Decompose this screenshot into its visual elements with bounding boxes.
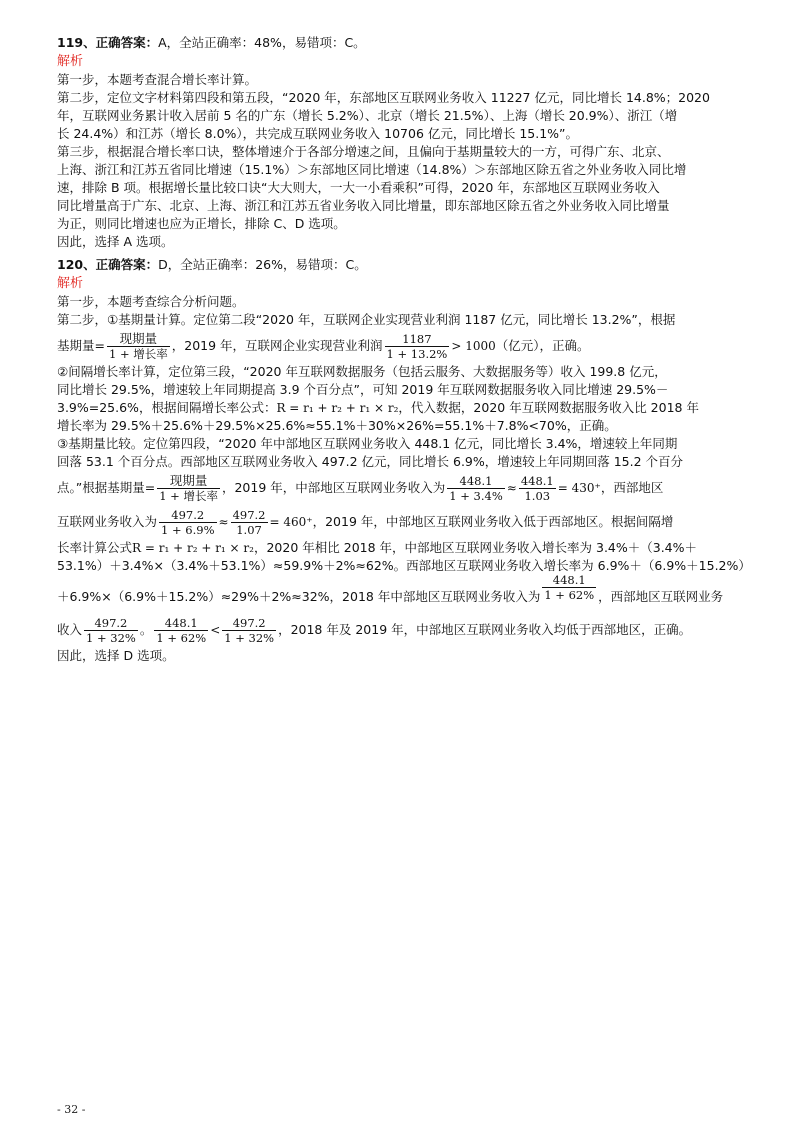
text-segment: ，代入数据，2020 年互联网数据服务收入比 2018 年 — [398, 400, 699, 415]
fraction-base-formula — [107, 332, 170, 361]
math-result: = 430⁺ — [557, 481, 601, 495]
q120-answer: D，全站正确率： — [158, 257, 256, 272]
q120-stats: 26%，易错项：C。 — [255, 257, 367, 272]
q120-step2-line1: 第二步，①基期量计算。定位第二段“2020 年，互联网企业实现营业利润 1187 亿元，同比增长 13.2%”，根据 — [57, 312, 676, 327]
fraction-western-2018 — [222, 616, 276, 645]
q119-step3-line2: 上海、浙江和江苏五省同比增速（15.1%）＞东部地区同比增速（14.8%）＞东部地区除五省之外业务收入同比增 — [57, 162, 687, 177]
fraction-central-2018 — [542, 573, 596, 602]
math-approx: ≈ — [218, 515, 229, 529]
fraction-western — [159, 508, 216, 537]
q120-step2-item2-line3 — [57, 399, 757, 417]
q120-step2-item2-line1: ②间隔增长率计算，定位第三段，“2020 年互联网数据服务（包括云服务、大数据服务等）收入 199.8 亿元， — [57, 364, 667, 379]
q119-step3-line3: 速，排除 B 项。根据增长量比较口诀“大大则大，一大一小看乘积”可得，2020 年，东部地区互联网业务收入 — [57, 180, 660, 195]
fraction-denominator: 1 + 62% — [156, 631, 207, 645]
q119-step3-line4: 同比增量高于广东、北京、上海、浙江和江苏五省业务收入同比增量，即东部地区除五省之外业务收入同比增量 — [57, 198, 670, 213]
text-segment: ，西部地区 — [600, 480, 664, 495]
fraction-numerator: 497.2 — [232, 616, 266, 630]
text-segment: ＋6.9%×（6.9%＋15.2%）≈29%＋2%≈32%，2018 年中部地区互联网业务收入为 — [57, 589, 541, 604]
q120-analysis-heading: 解析 — [57, 276, 84, 291]
text-segment: ，2020 年相比 2018 年，中部地区互联网业务收入增长率为 3.4%＋（3.4%＋ — [253, 540, 698, 555]
q119-answer: A，全站正确率： — [158, 35, 255, 50]
fraction-numerator: 448.1 — [459, 474, 493, 488]
fraction-denominator: 1 + 32% — [86, 631, 136, 645]
fraction-numerator: 448.1 — [552, 573, 586, 587]
q119-step1: 第一步，本题考查混合增长率计算。 — [57, 72, 258, 87]
q119-analysis-heading: 解析 — [57, 54, 84, 69]
page-number: - 32 - — [57, 1103, 86, 1116]
q119-conclusion: 因此，选择 A 选项。 — [57, 234, 174, 249]
q120-step2-item2-line2: 同比增长 29.5%，增速较上年同期提高 3.9 个百分点”，可知 2019 年互联网数据服务收入同比增速 29.5%－ — [57, 382, 669, 397]
fraction-denominator: 1 + 增长率 — [159, 489, 218, 503]
q120-step1: 第一步，本题考查综合分析问题。 — [57, 294, 245, 309]
fraction-numerator: 现期量 — [169, 473, 208, 488]
text-segment: ，2019 年，中部地区互联网业务收入为 — [221, 480, 446, 495]
q119-stats: 48%，易错项：C。 — [254, 35, 366, 50]
fraction-denominator: 1.03 — [519, 488, 556, 503]
document-body — [57, 33, 757, 665]
math-comparison: > 1000 — [451, 339, 496, 353]
fraction-central-2018 — [154, 616, 208, 645]
fraction-numerator: 497.2 — [232, 508, 266, 522]
q120-title — [57, 255, 757, 274]
fraction-western-approx — [231, 508, 268, 537]
fraction-denominator: 1 + 增长率 — [108, 347, 168, 361]
text-segment: ，2019 年，互联网企业实现营业利润 — [171, 338, 383, 353]
text-segment: 长率计算公式 — [57, 540, 133, 555]
text-segment: ，西部地区互联网业务 — [598, 589, 724, 604]
q120-step2-item2-line4: 增长率为 29.5%＋25.6%＋29.5%×25.6%≈55.1%＋30%×26%=55.1%＋7.8%<70%，正确。 — [57, 418, 617, 433]
fraction-denominator: 1.07 — [231, 522, 268, 537]
fraction-denominator: 1 + 32% — [224, 631, 275, 645]
text-segment: 收入 — [57, 622, 83, 637]
math-comparison: < — [210, 623, 221, 637]
q120-item3-2018-line — [57, 575, 757, 613]
text-segment: 点。”根据基期量= — [57, 480, 156, 495]
text-segment: （亿元），正确。 — [495, 338, 590, 353]
math-result: = 460⁺ — [269, 515, 313, 529]
text-segment: 3.9%=25.6%，根据间隔增长率公式： — [57, 400, 277, 415]
q120-item3-western-calc — [57, 505, 757, 539]
fraction-denominator: 1 + 13.2% — [386, 347, 448, 361]
fraction-base-formula — [157, 474, 220, 503]
q119-step3-line5: 为正，则同比增速也应为正增长，排除 C、D 选项。 — [57, 216, 346, 231]
fraction-numerator: 1187 — [402, 332, 432, 346]
q119-step2-line3: 长 24.4%）和江苏（增长 8.0%），共完成互联网业务收入 10706 亿元，同比增长 15.1%”。 — [57, 126, 579, 141]
q119-number: 119、正确答案： — [57, 35, 159, 50]
text-segment: ，2019 年，中部地区互联网业务收入低于西部地区。根据间隔增 — [312, 514, 674, 529]
q119-step2-line2: 年，互联网业务累计收入居前 5 名的广东（增长 5.2%）、北京（增长 21.5%）、上海（增长 20.9%）、浙江（增 — [57, 108, 678, 123]
fraction-numerator: 现期量 — [119, 331, 158, 346]
fraction-denominator: 1 + 3.4% — [449, 489, 503, 503]
q120-step2-item3-line1: ③基期量比较。定位第四段，“2020 年中部地区互联网业务收入 448.1 亿元，同比增长 3.4%，增速较上年同期 — [57, 436, 678, 451]
fraction-numerator: 448.1 — [520, 474, 554, 488]
fraction-numerator: 448.1 — [164, 616, 198, 630]
fraction-denominator: 1 + 62% — [544, 588, 595, 602]
fraction-numerator: 497.2 — [171, 508, 205, 522]
q120-item3-formula-line — [57, 539, 757, 557]
fraction-central — [447, 474, 504, 503]
q120-step2-item3-line2: 回落 53.1 个百分点。西部地区互联网业务收入 497.2 亿元，同比增长 6.9%，增速较上年同期回落 15.2 个百分 — [57, 454, 684, 469]
text-segment: ，2018 年及 2019 年，中部地区互联网业务收入均低于西部地区，正确。 — [278, 622, 692, 637]
q120-base-calc-line — [57, 329, 757, 363]
interval-growth-formula: R = r₁ + r₂ + r₁ × r₂ — [132, 541, 254, 555]
q120-item3-growth-line: 53.1%）＋3.4%×（3.4%＋53.1%）≈59.9%＋2%≈62%。西部地区互联网业务收入增长率为 6.9%＋（6.9%＋15.2%） — [57, 558, 751, 573]
interval-growth-formula: R = r₁ + r₂ + r₁ × r₂ — [276, 401, 399, 415]
fraction-numerator: 497.2 — [94, 616, 128, 630]
q120-item3-compare-line — [57, 613, 757, 647]
q119-title — [57, 33, 757, 52]
text-segment: 基期量= — [57, 338, 105, 353]
fraction-western-2018 — [84, 616, 138, 645]
fraction-central-approx — [519, 474, 556, 503]
q120-conclusion: 因此，选择 D 选项。 — [57, 648, 175, 663]
q119-step3-line1: 第三步，根据混合增长率口诀，整体增速介于各部分增速之间，且偏向于基期量较大的一方，可得广东、北京、 — [57, 144, 670, 159]
fraction-profit — [385, 332, 450, 361]
text-segment: 互联网业务收入为 — [57, 514, 158, 529]
q120-number: 120、正确答案： — [57, 257, 159, 272]
text-segment: 。 — [139, 622, 153, 637]
math-approx: ≈ — [506, 481, 517, 495]
q119-step2-line1: 第二步，定位文字材料第四段和第五段，“2020 年，东部地区互联网业务收入 11227 亿元，同比增长 14.8%；2020 — [57, 90, 710, 105]
fraction-denominator: 1 + 6.9% — [161, 523, 215, 537]
q120-item3-central-calc — [57, 471, 757, 505]
